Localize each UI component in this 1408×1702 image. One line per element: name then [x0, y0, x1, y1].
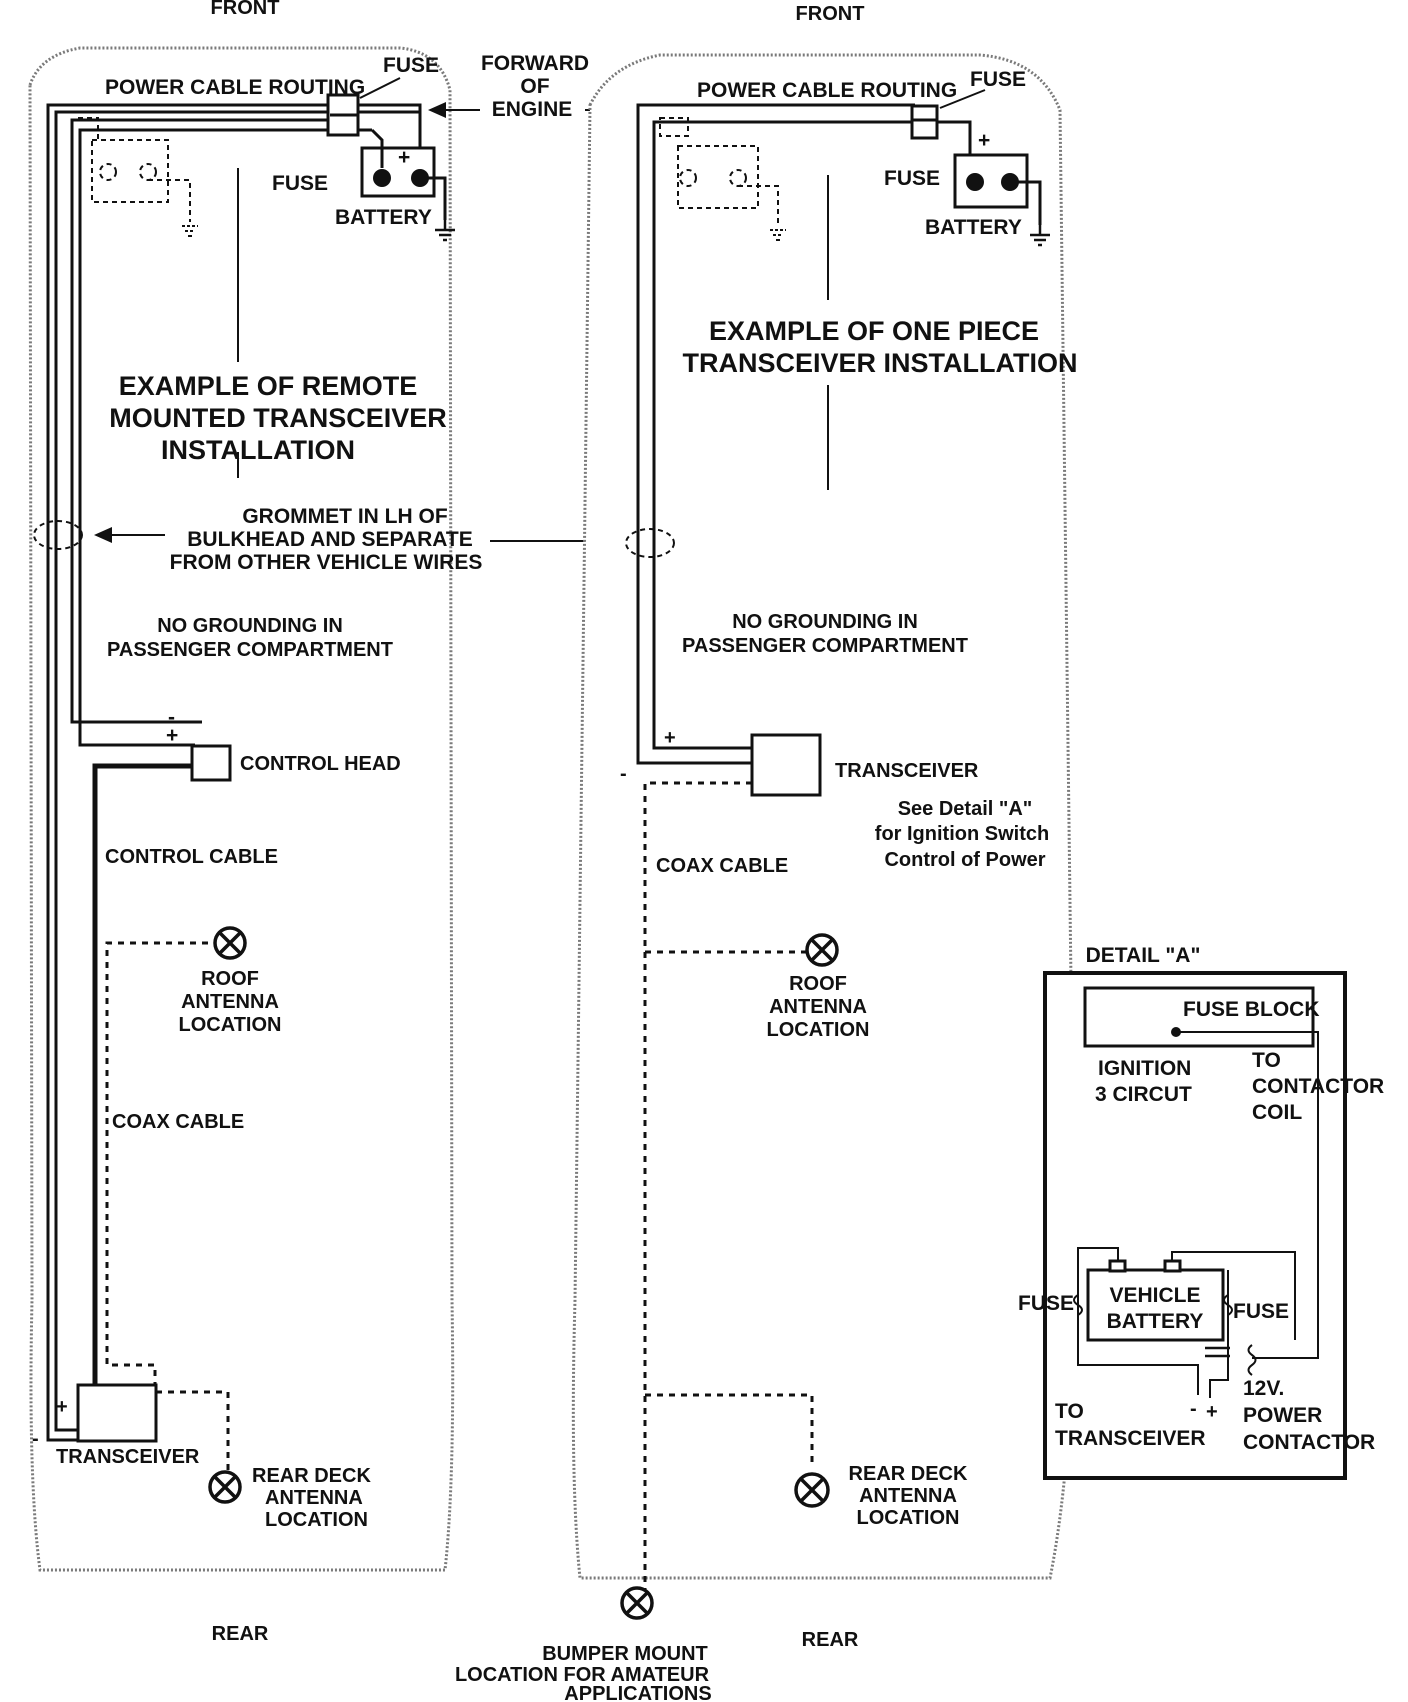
- control-head-box: [192, 746, 230, 780]
- transceiver-label: TRANSCEIVER: [835, 760, 979, 782]
- vehicle-battery-line1: VEHICLE: [1109, 1284, 1201, 1307]
- coax-cable-label: COAX CABLE: [112, 1111, 245, 1133]
- forward-of-engine-line2: OF: [520, 75, 550, 98]
- power-contactor-line1: 12V.: [1243, 1377, 1285, 1400]
- no-grounding-line1: NO GROUNDING IN: [157, 615, 343, 637]
- rear-deck-line3: LOCATION: [856, 1507, 960, 1529]
- power-cable-routing-label: POWER CABLE ROUTING: [697, 79, 958, 102]
- control-cable-label: CONTROL CABLE: [105, 846, 278, 868]
- fuse-top-label: FUSE: [970, 68, 1027, 91]
- forward-of-engine-line3: ENGINE: [491, 98, 573, 121]
- no-grounding-line2: PASSENGER COMPARTMENT: [107, 639, 393, 661]
- left-vehicle: [30, 0, 455, 1645]
- power-contactor-line2: POWER: [1243, 1404, 1323, 1427]
- grommet-line3: FROM OTHER VEHICLE WIRES: [169, 551, 483, 574]
- control-head-minus: -: [168, 706, 175, 729]
- rear-deck-line1: REAR DECK: [252, 1465, 371, 1487]
- power-cable-routing-label: POWER CABLE ROUTING: [105, 76, 366, 99]
- left-title-line2: MOUNTED TRANSCEIVER: [109, 403, 447, 433]
- rear-label: REAR: [801, 1629, 859, 1651]
- battery-plus-sign: +: [978, 129, 991, 152]
- output-minus: -: [1190, 1398, 1197, 1420]
- roof-antenna-line1: ROOF: [789, 973, 847, 995]
- ignition-line1: IGNITION: [1098, 1057, 1192, 1080]
- roof-antenna-line2: ANTENNA: [181, 991, 279, 1013]
- detail-a-heading: DETAIL "A": [1085, 944, 1201, 967]
- transceiver-box: [78, 1385, 156, 1441]
- fuse-block-label: FUSE BLOCK: [1183, 998, 1320, 1021]
- vehicle-battery-line2: BATTERY: [1106, 1310, 1204, 1333]
- to-contactor-line2: CONTACTOR: [1252, 1075, 1385, 1098]
- right-vehicle: [573, 3, 1077, 1651]
- rear-deck-antenna-icon: [796, 1474, 828, 1506]
- bumper-line2: LOCATION FOR AMATEUR: [454, 1664, 710, 1686]
- grommet-line2: BULKHEAD AND SEPARATE: [187, 528, 473, 551]
- rear-label: REAR: [211, 1623, 269, 1645]
- fuse-left-label: FUSE: [1018, 1292, 1075, 1315]
- forward-of-engine-line1: FORWARD: [480, 52, 590, 75]
- power-contactor-line3: CONTACTOR: [1243, 1431, 1376, 1454]
- fuse-mid-label: FUSE: [272, 172, 329, 195]
- to-transceiver-line2: TRANSCEIVER: [1055, 1427, 1206, 1450]
- roof-antenna-line1: ROOF: [201, 968, 259, 990]
- control-head-label: CONTROL HEAD: [240, 753, 401, 775]
- vehicle-battery-post: [1165, 1261, 1180, 1271]
- battery-label: BATTERY: [925, 216, 1022, 239]
- rear-deck-line2: ANTENNA: [859, 1485, 957, 1507]
- battery-plus-sign: +: [398, 146, 411, 169]
- left-title-line1: EXAMPLE OF REMOTE: [118, 371, 418, 401]
- vehicle-battery-post: [1110, 1261, 1125, 1271]
- bumper-antenna-icon: [622, 1588, 652, 1618]
- rear-deck-line3: LOCATION: [265, 1509, 368, 1531]
- battery-neg-terminal: [966, 173, 984, 191]
- battery-neg-terminal: [373, 169, 391, 187]
- no-grounding-line2: PASSENGER COMPARTMENT: [682, 635, 968, 657]
- to-contactor-line1: TO: [1252, 1049, 1281, 1072]
- left-title-line3: INSTALLATION: [161, 435, 355, 465]
- right-title-line1: EXAMPLE OF ONE PIECE: [708, 316, 1040, 346]
- front-label: FRONT: [210, 0, 280, 19]
- rear-deck-antenna-icon: [210, 1472, 240, 1502]
- control-head-plus: +: [166, 724, 179, 747]
- roof-antenna-icon: [215, 928, 245, 958]
- output-plus: +: [1206, 1401, 1218, 1423]
- see-detail-line2: for Ignition Switch: [874, 823, 1050, 845]
- roof-antenna-icon: [807, 935, 837, 965]
- rear-deck-line2: ANTENNA: [265, 1487, 363, 1509]
- ignition-line2: 3 CIRCUT: [1095, 1083, 1192, 1106]
- see-detail-line1: See Detail "A": [897, 798, 1033, 820]
- see-detail-line3: Control of Power: [884, 849, 1046, 871]
- front-label: FRONT: [795, 3, 865, 25]
- no-grounding-line1: NO GROUNDING IN: [732, 611, 918, 633]
- bumper-line1: BUMPER MOUNT: [542, 1643, 708, 1665]
- right-title-line2: TRANSCEIVER INSTALLATION: [682, 348, 1078, 378]
- to-contactor-line3: COIL: [1252, 1101, 1303, 1124]
- transceiver-minus: -: [32, 1428, 39, 1450]
- transceiver-box: [752, 735, 820, 795]
- fuse-mid-label: FUSE: [884, 167, 941, 190]
- rear-deck-line1: REAR DECK: [848, 1463, 968, 1485]
- roof-antenna-line3: LOCATION: [766, 1019, 870, 1041]
- roof-antenna-line3: LOCATION: [178, 1014, 282, 1036]
- transceiver-plus: +: [664, 727, 676, 749]
- roof-antenna-line2: ANTENNA: [769, 996, 867, 1018]
- grommet-line1: GROMMET IN LH OF: [242, 505, 448, 528]
- fuse-top-label: FUSE: [383, 54, 440, 77]
- transceiver-label: TRANSCEIVER: [56, 1446, 200, 1468]
- transceiver-minus: -: [620, 763, 627, 785]
- detail-a: [1018, 944, 1384, 1478]
- bumper-line3: APPLICATIONS: [564, 1683, 712, 1702]
- battery-label: BATTERY: [335, 206, 432, 229]
- to-transceiver-line1: TO: [1055, 1400, 1084, 1423]
- transceiver-plus: +: [56, 1396, 68, 1418]
- coax-cable-label: COAX CABLE: [656, 855, 789, 877]
- fuse-right-label: FUSE: [1233, 1300, 1290, 1323]
- fuse-holder: [912, 106, 937, 138]
